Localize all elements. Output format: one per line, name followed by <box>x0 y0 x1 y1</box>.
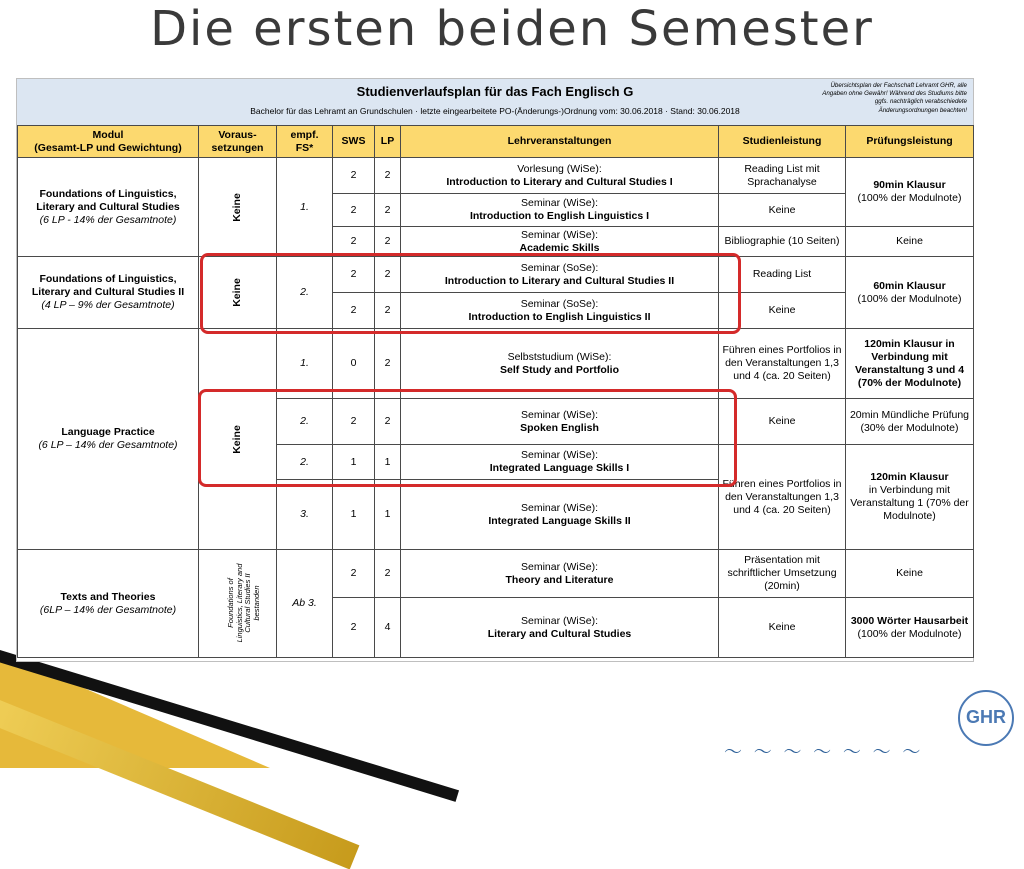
lp-cell: 2 <box>375 329 401 399</box>
fs-cell: 3. <box>277 480 333 550</box>
study-plan-sheet <box>16 78 974 662</box>
sws-cell: 0 <box>333 329 375 399</box>
studienleistung-cell: Keine <box>719 293 846 329</box>
lp-cell: 4 <box>375 598 401 658</box>
plan-subtitle: Bachelor für das Lehramt an Grundschulen · letzte eingearbeitete PO-(Änderungs-)Ordnung vom: 30.06.2018 · Stand: 30.06.2018 <box>250 106 740 116</box>
studienleistung-cell: Präsentation mit schriftlicher Umsetzung (20min) <box>719 550 846 598</box>
pruefung-cell: 3000 Wörter Hausarbeit (100% der Modulnote) <box>846 598 974 658</box>
pruefung-cell: 90min Klausur (100% der Modulnote) <box>846 158 974 227</box>
sws-cell: 2 <box>333 194 375 227</box>
table-row <box>18 550 974 598</box>
sws-cell: 2 <box>333 158 375 194</box>
sws-cell: 1 <box>333 445 375 480</box>
course-cell: Seminar (WiSe): Integrated Language Skills II <box>401 480 719 550</box>
module-cell: Foundations of Linguistics, Literary and Cultural Studies II (4 LP – 9% der Gesamtnote) <box>18 257 199 329</box>
table-header-row <box>18 126 974 158</box>
fs-cell: Ab 3. <box>277 550 333 658</box>
lp-cell: 2 <box>375 227 401 257</box>
lp-cell: 2 <box>375 158 401 194</box>
course-cell: Selbststudium (WiSe): Self Study and Portfolio <box>401 329 719 399</box>
sws-cell: 2 <box>333 227 375 257</box>
course-cell: Seminar (WiSe): Theory and Literature <box>401 550 719 598</box>
header-pruefungsleistung: Prüfungsleistung <box>846 126 974 158</box>
sws-cell: 2 <box>333 399 375 445</box>
lp-cell: 1 <box>375 480 401 550</box>
module-cell: Language Practice (6 LP – 14% der Gesamtnote) <box>18 329 199 550</box>
header-studienleistung: Studienleistung <box>719 126 846 158</box>
table-row <box>18 158 974 194</box>
fs-cell: 1. <box>277 329 333 399</box>
header-voraussetzungen: Voraus- setzungen <box>199 126 277 158</box>
sws-cell: 2 <box>333 550 375 598</box>
course-cell: Seminar (SoSe): Introduction to English Linguistics II <box>401 293 719 329</box>
studienleistung-cell: Reading List <box>719 257 846 293</box>
plan-title: Studienverlaufsplan für das Fach Englisch G <box>356 84 634 99</box>
fs-cell: 2. <box>277 445 333 480</box>
pruefung-cell: Keine <box>846 227 974 257</box>
course-cell: Vorlesung (WiSe): Introduction to Literary and Cultural Studies I <box>401 158 719 194</box>
pruefung-cell: 120min Klausur in Verbindung mit Veranstaltung 1 (70% der Modulnote) <box>846 445 974 550</box>
lp-cell: 2 <box>375 293 401 329</box>
sws-cell: 2 <box>333 598 375 658</box>
course-cell: Seminar (WiSe): Integrated Language Skills I <box>401 445 719 480</box>
table-row <box>18 329 974 399</box>
sws-cell: 2 <box>333 257 375 293</box>
module-cell: Foundations of Linguistics, Literary and Cultural Studies (6 LP - 14% der Gesamtnote) <box>18 158 199 257</box>
voraussetzung-cell: Foundations of Linguistics, Literary and Cultural Studies II bestanden <box>199 550 277 658</box>
course-cell: Seminar (WiSe): Literary and Cultural Studies <box>401 598 719 658</box>
plan-banner <box>17 79 973 126</box>
fs-cell: 2. <box>277 257 333 329</box>
voraussetzung-cell: Keine <box>199 158 277 257</box>
header-sws: SWS <box>333 126 375 158</box>
course-cell: Seminar (WiSe): Academic Skills <box>401 227 719 257</box>
studienleistung-cell: Führen eines Portfolios in den Veranstaltungen 1,3 und 4 (ca. 20 Seiten) <box>719 445 846 550</box>
pruefung-cell: Keine <box>846 550 974 598</box>
slide-title: Die ersten beiden Semester <box>150 1 874 57</box>
study-plan-table <box>17 125 974 658</box>
studienleistung-cell: Keine <box>719 194 846 227</box>
plan-disclaimer: Übersichtsplan der Fachschaft Lehramt GHR, alle Angaben ohne Gewähr! Während des Studiums bitte ggfs. nachträglich verabschiedete Änderungsordnungen beachten! <box>822 82 967 114</box>
sws-cell: 2 <box>333 293 375 329</box>
lp-cell: 2 <box>375 399 401 445</box>
voraussetzung-cell: Keine <box>199 329 277 550</box>
studienleistung-cell: Keine <box>719 598 846 658</box>
pruefung-cell: 20min Mündliche Prüfung (30% der Modulnote) <box>846 399 974 445</box>
studienleistung-cell: Reading List mit Sprachanalyse <box>719 158 846 194</box>
studienleistung-cell: Führen eines Portfolios in den Veranstaltungen 1,3 und 4 (ca. 20 Seiten) <box>719 329 846 399</box>
lp-cell: 1 <box>375 445 401 480</box>
voraussetzung-cell: Keine <box>199 257 277 329</box>
course-cell: Seminar (WiSe): Introduction to English Linguistics I <box>401 194 719 227</box>
fs-cell: 2. <box>277 399 333 445</box>
header-modul: Modul (Gesamt-LP und Gewichtung) <box>18 126 199 158</box>
footprints-icon: 〜 〜 〜 〜 〜 〜 〜 <box>724 742 924 763</box>
header-lp: LP <box>375 126 401 158</box>
ghr-logo-icon: GHR <box>958 690 1014 746</box>
fs-cell: 1. <box>277 158 333 257</box>
lp-cell: 2 <box>375 550 401 598</box>
course-cell: Seminar (SoSe): Introduction to Literary and Cultural Studies II <box>401 257 719 293</box>
pruefung-cell: 60min Klausur (100% der Modulnote) <box>846 257 974 329</box>
course-cell: Seminar (WiSe): Spoken English <box>401 399 719 445</box>
table-row <box>18 257 974 293</box>
header-fs: empf. FS* <box>277 126 333 158</box>
studienleistung-cell: Bibliographie (10 Seiten) <box>719 227 846 257</box>
pruefung-cell: 120min Klausur in Verbindung mit Veranstaltung 3 und 4 (70% der Modulnote) <box>846 329 974 399</box>
sws-cell: 1 <box>333 480 375 550</box>
module-cell: Texts and Theories (6LP – 14% der Gesamtnote) <box>18 550 199 658</box>
header-lehrveranstaltungen: Lehrveranstaltungen <box>401 126 719 158</box>
lp-cell: 2 <box>375 257 401 293</box>
studienleistung-cell: Keine <box>719 399 846 445</box>
lp-cell: 2 <box>375 194 401 227</box>
